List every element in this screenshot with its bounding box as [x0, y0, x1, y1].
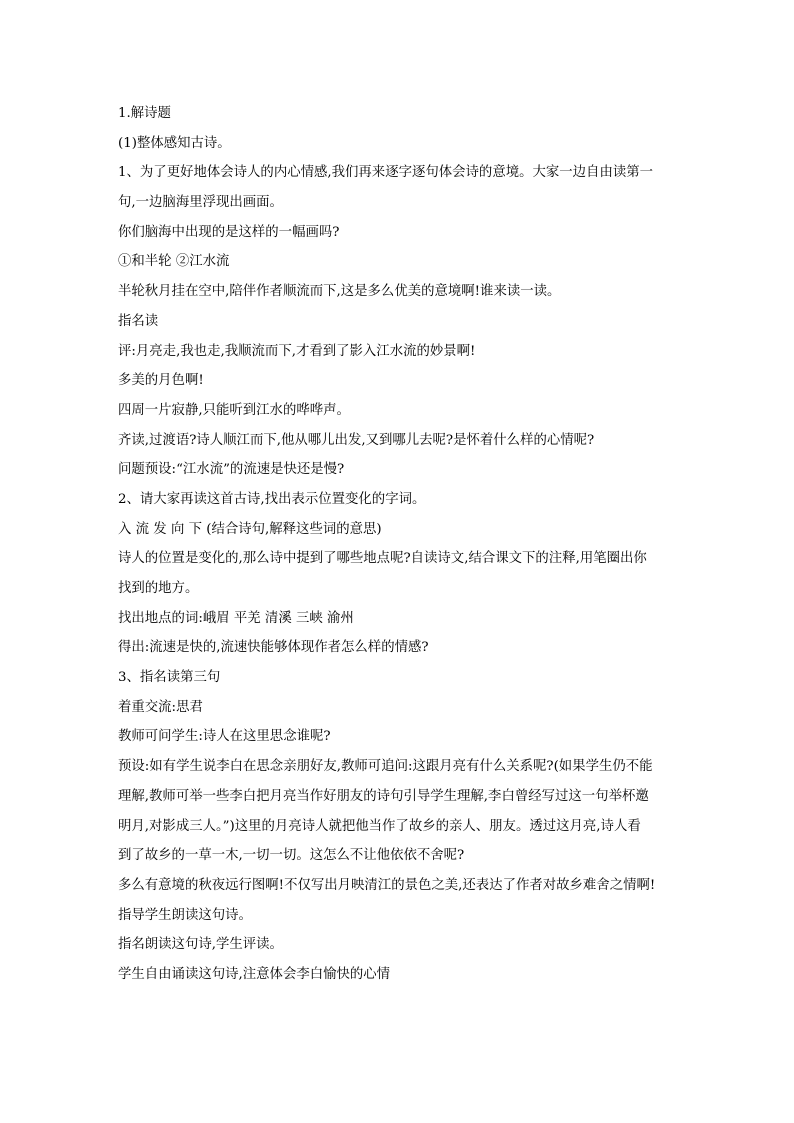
text-line-29: 指名朗读这句诗,学生评读。: [118, 937, 283, 953]
text-line-18: 找出地点的词:峨眉 平羌 清溪 三峡 渝州: [118, 610, 354, 626]
text-line-30: 学生自由诵读这句诗,注意体会李白愉快的心情: [118, 966, 391, 982]
text-line-17: 找到的地方。: [118, 581, 199, 596]
text-line-22: 教师可问学生:诗人在这里思念谁呢?: [118, 729, 331, 745]
text-line-23: 预设:如有学生说李白在思念亲朋好友,教师可追问:这跟月亮有什么关系呢?(如果学生仍不能: [118, 759, 653, 775]
text-line-9: 评:月亮走,我也走,我顺流而下,才看到了影入江水流的妙景啊!: [118, 343, 476, 359]
text-line-14: 2、请大家再读这首古诗,找出表示位置变化的字词。: [118, 491, 426, 507]
text-line-28: 指导学生朗读这句诗。: [118, 907, 252, 923]
text-line-6: ①和半轮 ②江水流: [118, 254, 230, 270]
text-line-20: 3、指名读第三句: [118, 670, 221, 686]
text-line-4: 句,一边脑海里浮现出画面。: [118, 195, 283, 211]
text-line-25: 明月,对影成三人。”)这里的月亮诗人就把他当作了故乡的亲人、朋友。透过这月亮,诗人看: [118, 818, 641, 834]
text-line-2: (1)整体感知古诗。: [118, 135, 231, 151]
text-line-26: 到了故乡的一草一木,一切一切。这怎么不让他依依不舍呢?: [118, 848, 465, 864]
text-line-16: 诗人的位置是变化的,那么诗中提到了哪些地点呢?自读诗文,结合课文下的注释,用笔圈出你: [118, 551, 647, 567]
text-line-19: 得出:流速是快的,流速快能够体现作者怎么样的情感?: [118, 640, 429, 656]
text-line-5: 你们脑海中出现的是这样的一幅画吗?: [118, 224, 340, 240]
text-line-3: 1、为了更好地体会诗人的内心情感,我们再来逐字逐句体会诗的意境。大家一边自由读第一: [118, 165, 654, 181]
text-line-11: 四周一片寂静,只能听到江水的哗哗声。: [118, 402, 350, 418]
text-line-27: 多么有意境的秋夜远行图啊!不仅写出月映清江的景色之美,还表达了作者对故乡难舍之情啊!: [118, 877, 656, 893]
text-line-21: 着重交流:思君: [118, 699, 203, 715]
text-line-10: 多美的月色啊!: [118, 373, 204, 389]
text-line-12: 齐读,过渡语?诗人顺江而下,他从哪儿出发,又到哪儿去呢?是怀着什么样的心情呢?: [118, 432, 595, 448]
text-line-15: 入 流 发 向 下 (结合诗句,解释这些词的意思): [118, 521, 382, 537]
text-line-7: 半轮秋月挂在空中,陪伴作者顺流而下,这是多么优美的意境啊!谁来读一读。: [118, 284, 561, 300]
document-body: [118, 99, 688, 990]
text-line-8: 指名读: [118, 313, 159, 329]
text-line-24: 理解,教师可举一些李白把月亮当作好朋友的诗句引导学生理解,李白曾经写过这一句举杯邀: [118, 788, 649, 804]
text-line-1: 1.解诗题: [118, 106, 171, 121]
text-line-13: 问题预设:“江水流”的流速是快还是慢?: [118, 462, 345, 478]
